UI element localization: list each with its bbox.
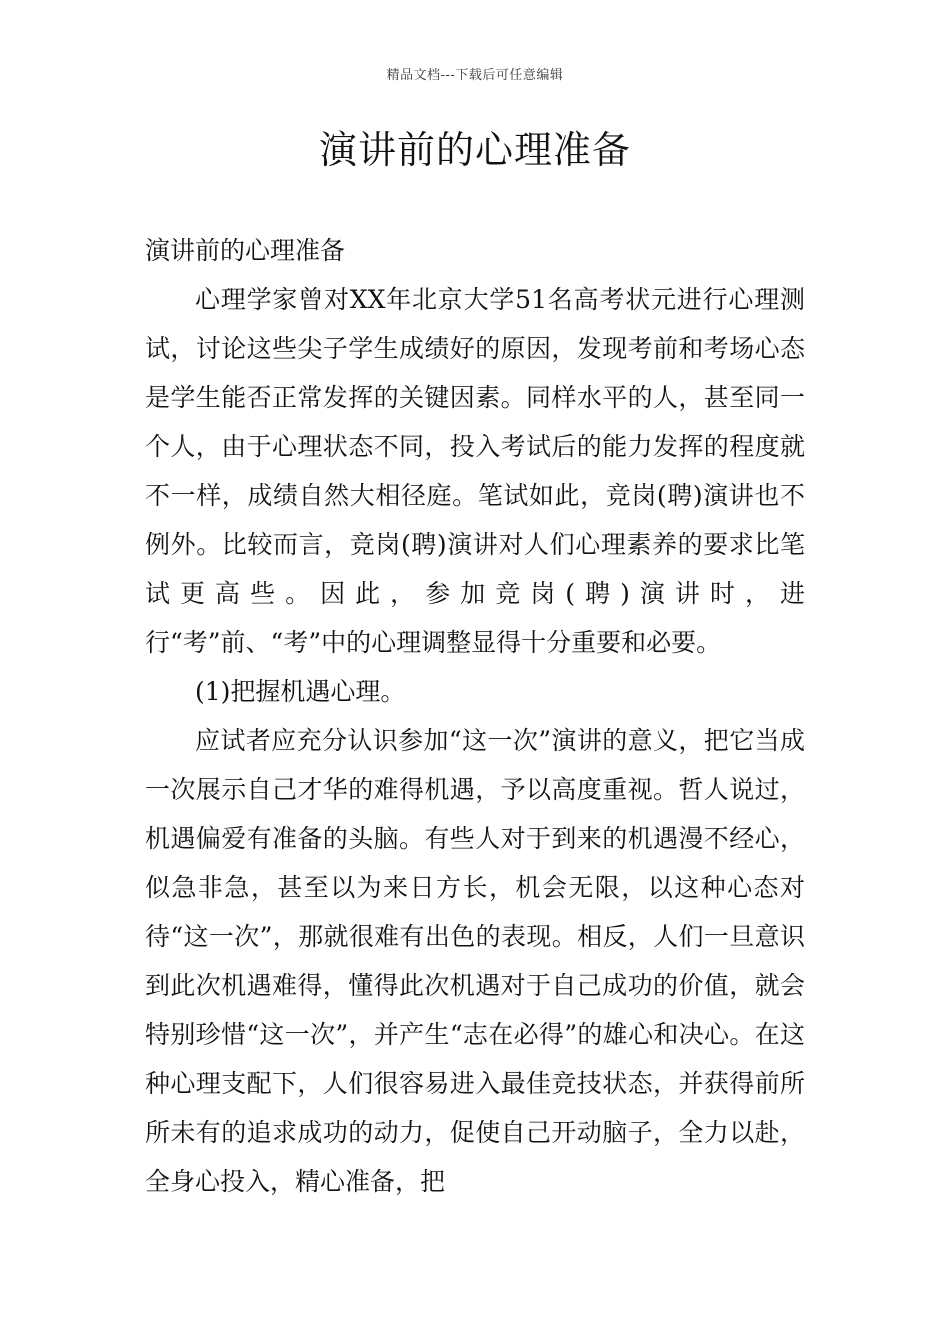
section-heading: 演讲前的心理准备 [145, 236, 346, 265]
body-paragraph-1: 心理学家曾对XX年北京大学51名高考状元进行心理测试，讨论这些尖子学生成绩好的原因，发现考前和考场心态是学生能否正常发挥的关键因素。同样水平的人，甚至同一个人，由于心理状态不同，投入考试后的能力发挥的程度就不一样，成绩自然大相径庭。笔试如此，竞岗(聘)演讲也不例外。比较而言，竞岗(聘)演讲对人们心理素养的要求比笔试更高些。因此，参加竞岗(聘)演讲时，进行“考”前、“考”中的心理调整显得十分重要和必要。 [145, 285, 805, 657]
body-paragraph-2: 应试者应充分认识参加“这一次”演讲的意义，把它当成一次展示自己才华的难得机遇，予以高度重视。哲人说过，机遇偏爱有准备的头脑。有些人对于到来的机遇漫不经心，似急非急，甚至以为来日方长，机会无限，以这种心态对待“这一次”，那就很难有出色的表现。相反，人们一旦意识到此次机遇难得，懂得此次机遇对于自己成功的价值，就会特别珍惜“这一次”，并产生“志在必得”的雄心和决心。在这种心理支配下，人们很容易进入最佳竞技状态，并获得前所所未有的追求成功的动力，促使自己开动脑子，全力以赴，全身心投入，精心准备，把 [145, 726, 805, 1196]
document-title: 演讲前的心理准备 [318, 128, 631, 172]
header-note: 精品文档---下载后可任意编辑 [386, 68, 564, 83]
document-body [145, 226, 805, 1206]
list-item-heading: (1)把握机遇心理。 [195, 677, 406, 706]
